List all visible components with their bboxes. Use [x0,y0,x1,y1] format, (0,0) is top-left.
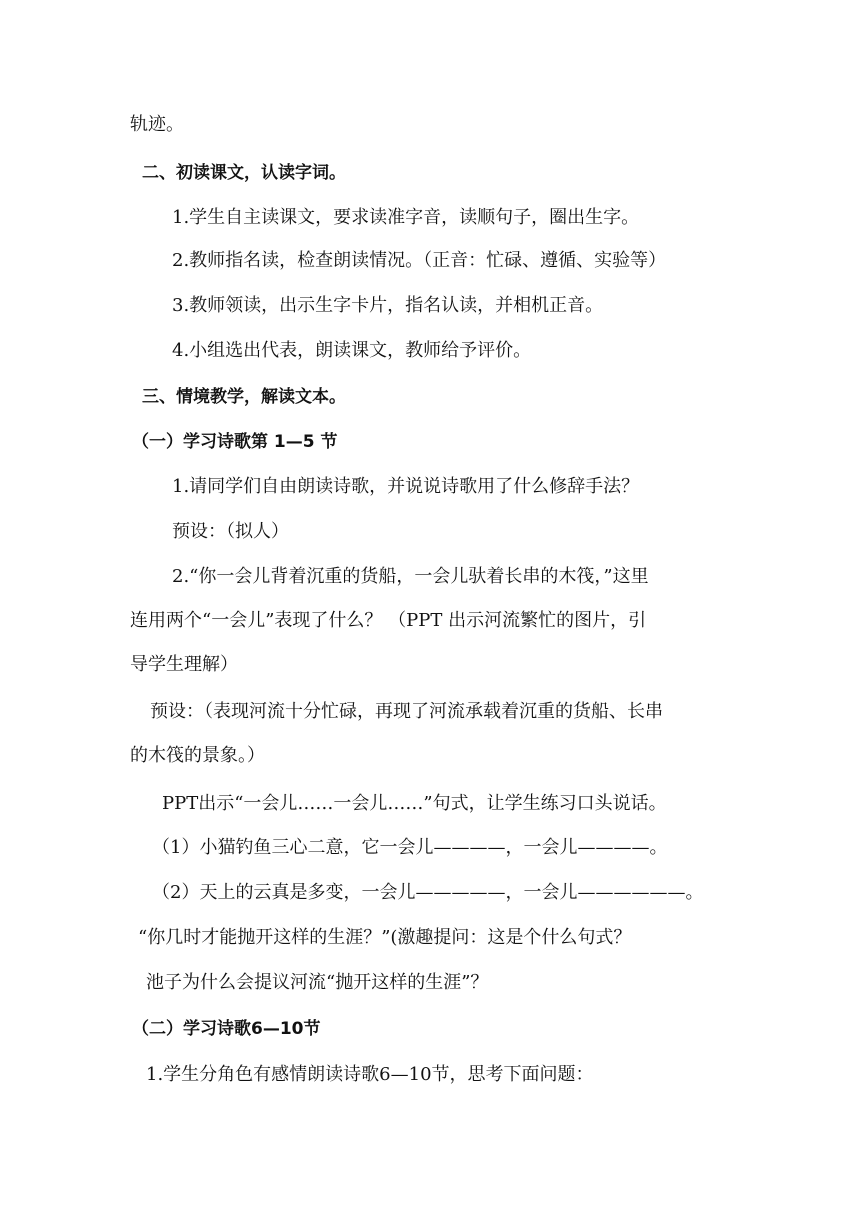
text-line: 连用两个“一会儿”表现了什么？ （PPT 出示河流繁忙的图片，引 [130,610,647,631]
text-line: 1.学生分角色有感情朗读诗歌6—10节，思考下面问题： [146,1064,594,1085]
subsection-heading-2: （二）学习诗歌6—10节 [132,1019,321,1039]
section-heading-3: 三、情境教学，解读文本。 [142,387,346,407]
subsection-heading-1: （一）学习诗歌第 1—5 节 [132,432,338,452]
text-line: 3.教师领读，出示生字卡片，指名认读，并相机正音。 [172,295,604,316]
text-line: 4.小组选出代表，朗读课文，教师给予评价。 [172,340,532,361]
text-line: 池子为什么会提议河流“抛开这样的生涯”？ [146,972,489,993]
text-line: 预设：（拟人） [172,521,289,542]
text-line: 的木筏的景象。） [130,745,265,766]
text-line: 1.请同学们自由朗读诗歌，并说说诗歌用了什么修辞手法？ [172,476,640,497]
text-line: 轨迹。 [130,114,184,135]
text-line: PPT出示“一会儿……一会儿……”句式，让学生练习口头说话。 [162,793,667,814]
text-line: 1.学生自主读课文，要求读准字音，读顺句子，圈出生字。 [172,207,640,228]
text-line: 2.教师指名读，检查朗读情况。（正音：忙碌、遵循、实验等） [172,250,667,271]
text-line: 导学生理解） [130,654,238,675]
text-line: 预设：（表现河流十分忙碌，再现了河流承载着沉重的货船、长串 [150,701,663,722]
text-line: 2.“你一会儿背着沉重的货船，一会儿驮着长串的木筏，”这里 [172,566,649,587]
text-line: （2）天上的云真是多变，一会儿—————，一会儿——————。 [152,882,704,903]
text-line: “你几时才能抛开这样的生涯？”(激趣提问：这是个什么句式？ [138,927,632,948]
section-heading-2: 二、初读课文，认读字词。 [142,163,346,183]
text-line: （1）小猫钓鱼三心二意，它一会儿————，一会儿————。 [152,837,668,858]
